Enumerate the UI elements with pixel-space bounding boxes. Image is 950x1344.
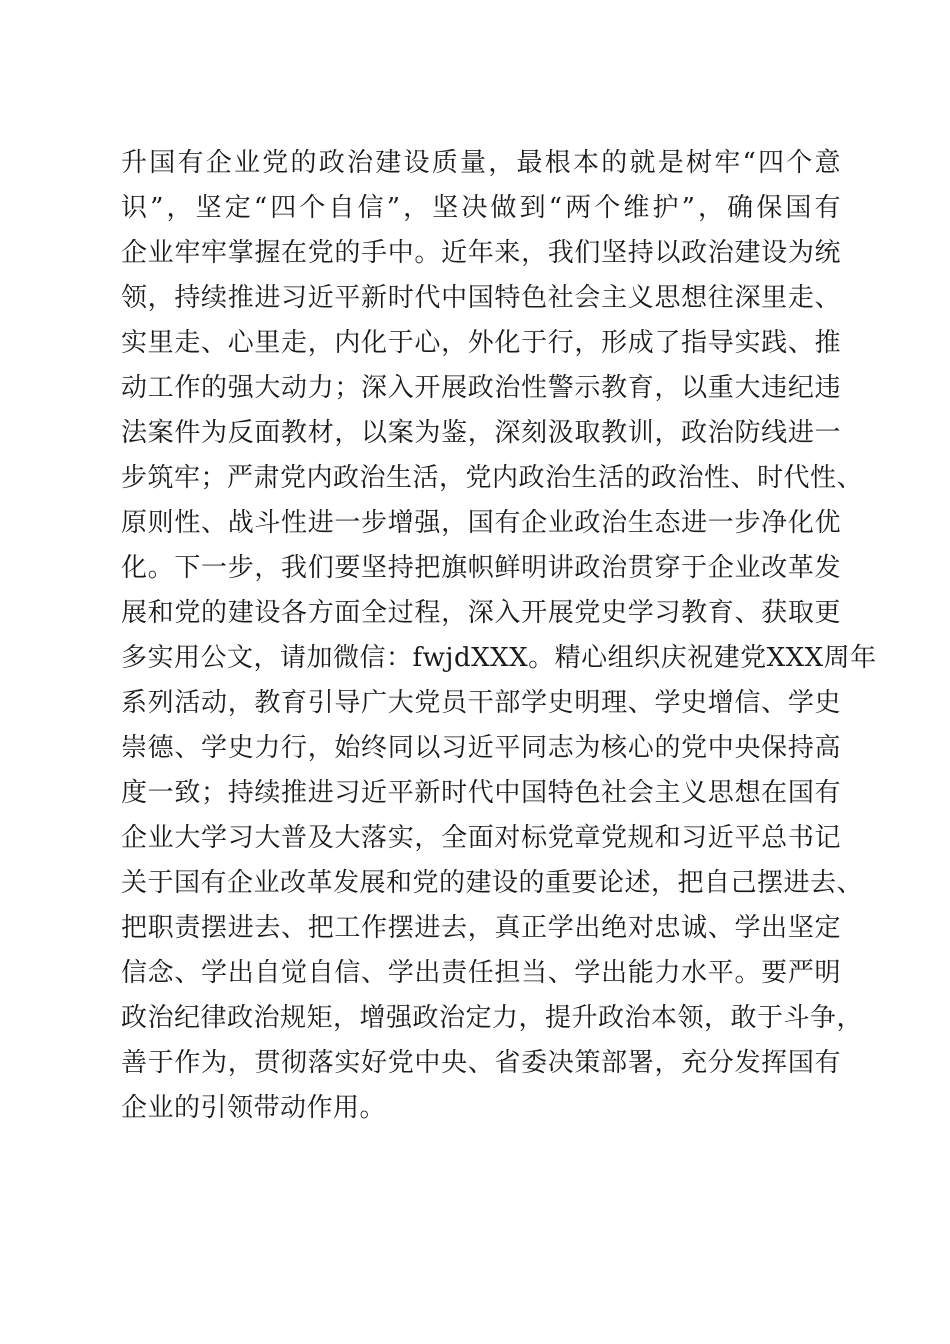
- text-line: 升国有企业党的政治建设质量，最根本的就是树牢“四个意: [121, 148, 841, 178]
- text-line: 多实用公文，请加微信：fwjdXXX。精心组织庆祝建党XXX周年: [121, 643, 877, 673]
- text-line: 崇德、学史力行，始终同以习近平同志为核心的党中央保持高: [121, 733, 841, 763]
- text-line: 法案件为反面教材，以案为鉴，深刻汲取教训，政治防线进一: [121, 418, 841, 448]
- text-line: 信念、学出自觉自信、学出责任担当、学出能力水平。要严明: [121, 958, 841, 988]
- text-line: 系列活动，教育引导广大党员干部学史明理、学史增信、学史: [121, 688, 841, 718]
- text-line: 善于作为，贯彻落实好党中央、省委决策部署，充分发挥国有: [121, 1048, 841, 1078]
- text-line: 政治纪律政治规矩，增强政治定力，提升政治本领，敢于斗争，: [121, 1003, 864, 1033]
- text-line: 实里走、心里走，内化于心，外化于行，形成了指导实践、推: [121, 328, 841, 358]
- text-line: 化。下一步，我们要坚持把旗帜鲜明讲政治贯穿于企业改革发: [121, 553, 841, 583]
- text-line: 领，持续推进习近平新时代中国特色社会主义思想往深里走、: [121, 283, 841, 313]
- text-line: 企业大学习大普及大落实，全面对标党章党规和习近平总书记: [121, 823, 841, 853]
- text-line: 度一致；持续推进习近平新时代中国特色社会主义思想在国有: [121, 778, 841, 808]
- text-line: 动工作的强大动力；深入开展政治性警示教育，以重大违纪违: [121, 373, 841, 403]
- text-line: 企业的引领带动作用。: [121, 1093, 387, 1123]
- text-line: 步筑牢；严肃党内政治生活，党内政治生活的政治性、时代性、: [121, 463, 864, 493]
- text-line: 展和党的建设各方面全过程，深入开展党史学习教育、获取更: [121, 598, 841, 628]
- text-line: 把职责摆进去、把工作摆进去，真正学出绝对忠诚、学出坚定: [121, 913, 841, 943]
- text-line: 识”，坚定“四个自信”，坚决做到“两个维护”，确保国有: [121, 193, 841, 223]
- text-line: 企业牢牢掌握在党的手中。近年来，我们坚持以政治建设为统: [121, 238, 841, 268]
- text-line: 原则性、战斗性进一步增强，国有企业政治生态进一步净化优: [121, 508, 841, 538]
- body-text: [121, 141, 877, 1131]
- text-line: 关于国有企业改革发展和党的建设的重要论述，把自己摆进去、: [121, 868, 864, 898]
